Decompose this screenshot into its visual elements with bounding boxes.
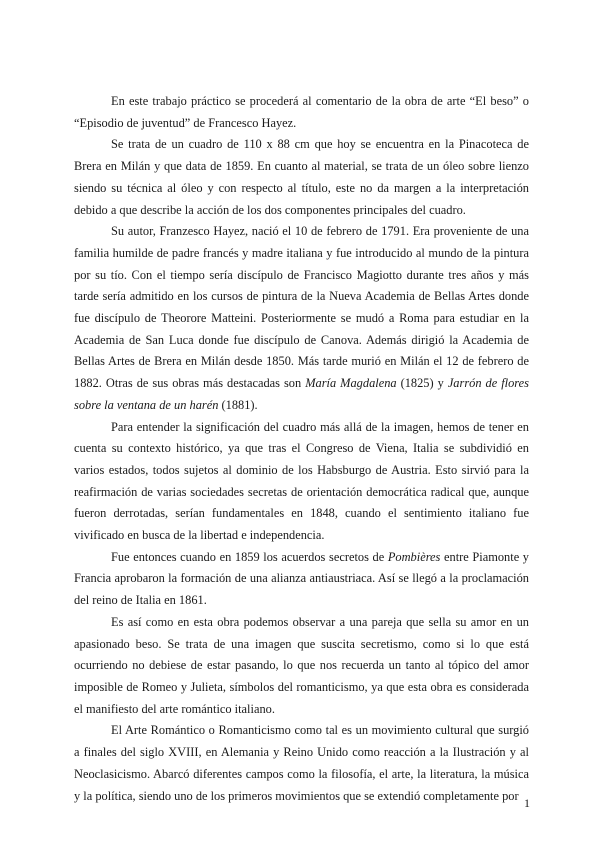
- italic-title: Jarrón de flores sobre la ventana de un harén: [74, 376, 529, 412]
- paragraph-text: Se trata de un cuadro de 110 x 88 cm que hoy se encuentra en la Pinacoteca de Brera en Milán y que data de 1859. En cuanto al material, se trata de un óleo sobre lienzo siendo su técnica al óleo y con respecto al título, este no da margen a la interpretación debido a que describe la acción de los dos componentes principales del cuadro.: [74, 137, 529, 217]
- paragraph: [74, 612, 529, 721]
- paragraph-text: Es así como en esta obra podemos observar a una pareja que sella su amor en un apasionado beso. Se trata de una imagen que suscita secretismo, como si lo que está ocurriendo no debiese de estar pasando, lo que nos recuerda un tanto al tópico del amor imposible de Romeo y Julieta, símbolos del romanticismo, ya que esta obra es considerada el manifiesto del arte romántico italiano.: [74, 614, 529, 716]
- page-number: 1: [524, 796, 530, 810]
- paragraph: [74, 720, 529, 807]
- paragraph-text: Fue entonces cuando en 1859 los acuerdos secretos de: [111, 549, 388, 564]
- paragraph-text: entre Piamonte y Francia aprobaron la formación de una alianza antiaustriaca. Así se llegó a la proclamación del reino de Italia en 1861.: [74, 549, 530, 608]
- paragraph-text: El Arte Romántico o Romanticismo como tal es un movimiento cultural que surgió a finales del siglo XVIII, en Alemania y Reino Unido como reacción a la Ilustración y al Neoclasicismo. Abarcó diferentes campos como la filosofía, el arte, la literatura, la música y la política, siendo uno de los primeros movimientos que se extendió completamente por: [74, 723, 529, 803]
- paragraph: [74, 547, 529, 612]
- paragraph: [74, 134, 529, 221]
- paragraph-text: (1825) y: [396, 376, 448, 391]
- paragraph: [74, 221, 529, 416]
- document-body: [74, 91, 529, 807]
- paragraph-text: (1881).: [218, 397, 258, 412]
- italic-title: María Magdalena: [305, 376, 397, 391]
- paragraph-text: Para entender la significación del cuadro más allá de la imagen, hemos de tener en cuenta su contexto histórico, ya que tras el Congreso de Viena, Italia se subdividió en varios estados, todos sujetos al dominio de los Habsburgo de Austria. Esto sirvió para la reafirmación de varias sociedades secretas de orientación democrática radical que, aunque fueron derrotadas, serían fundamentales en 1848, cuando el sentimiento italiano fue vivificado en busca de la libertad e independencia.: [74, 419, 529, 543]
- paragraph-text: Su autor, Franzesco Hayez, nació el 10 de febrero de 1791. Era proveniente de una familia humilde de padre francés y madre italiana y fue introducido al mundo de la pintura por su tío. Con el tiempo sería discípulo de Francisco Magiotto durante tres años y más tarde sería admitido en los cursos de pintura de la Nueva Academia de Bellas Artes donde fue discípulo de Theorore Matteini. Posteriormente se mudó a Roma para estudiar en la Academia de San Luca donde fue discípulo de Canova. Además dirigió la Academia de Bellas Artes de Brera en Milán desde 1850. Más tarde murió en Milán el 12 de febrero de 1882. Otras de sus obras más destacadas son: [74, 224, 529, 391]
- paragraph-text: En este trabajo práctico se procederá al comentario de la obra de arte “El beso” o “Episodio de juventud” de Francesco Hayez.: [74, 94, 529, 130]
- paragraph: [74, 91, 529, 134]
- paragraph: [74, 417, 529, 547]
- italic-title: Pombières: [387, 549, 441, 564]
